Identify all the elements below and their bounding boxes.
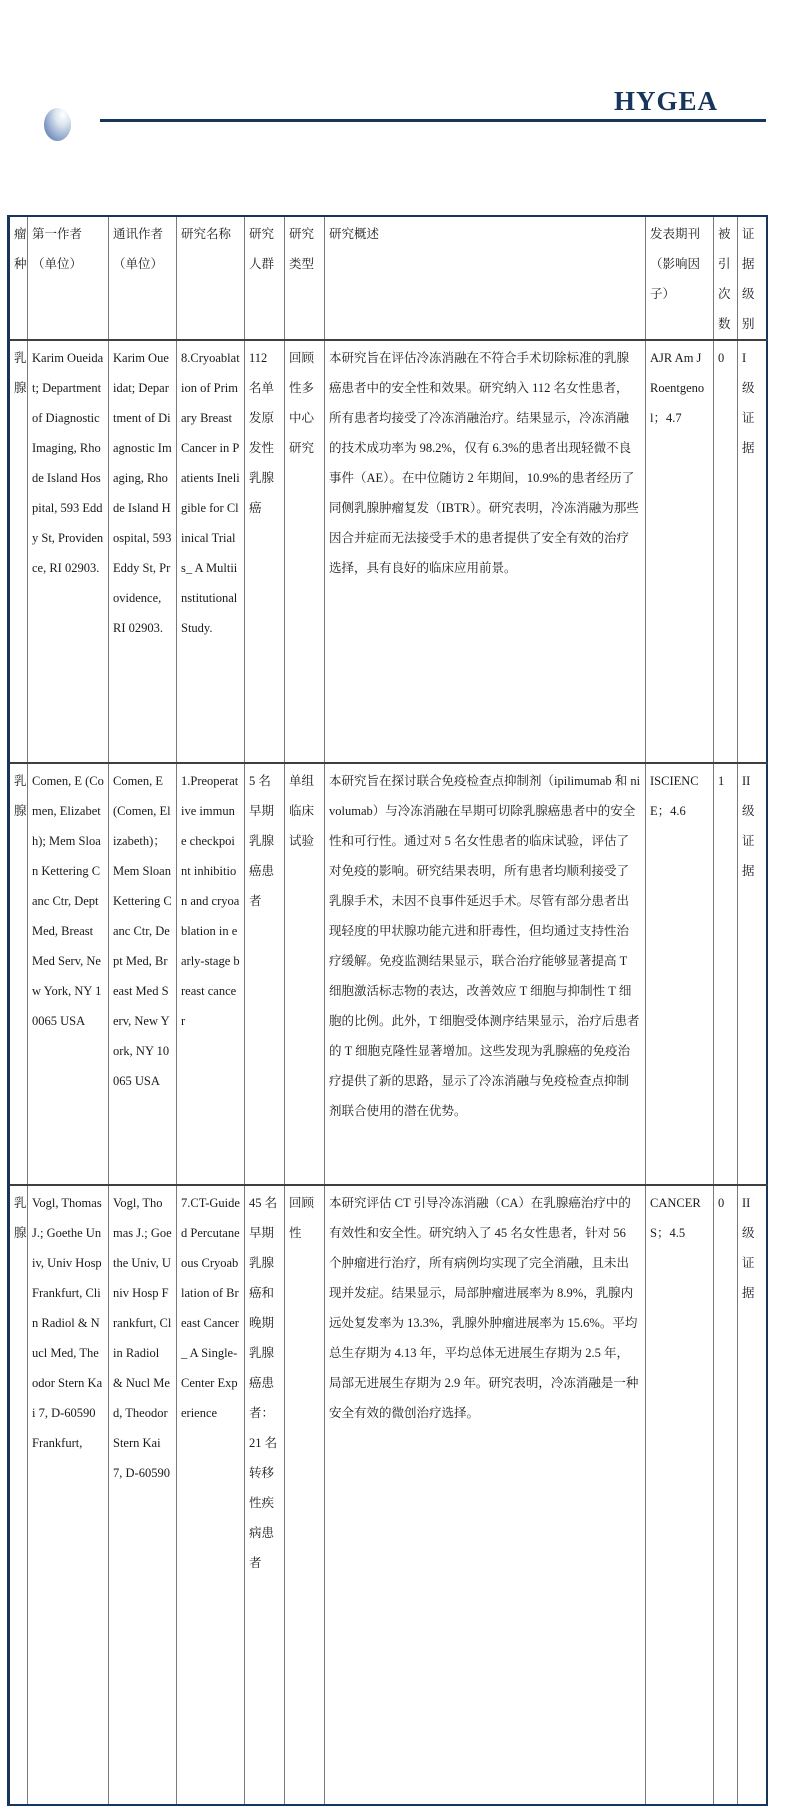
table-header-row — [9, 216, 767, 340]
col-header-citations: 被引次数 — [714, 216, 738, 340]
cell-tumor: 乳腺 — [9, 1185, 28, 1805]
cell-tumor: 乳腺 — [9, 763, 28, 1185]
col-header-journal: 发表期刊（影响因子） — [646, 216, 714, 340]
cell-study-type: 回顾性 — [285, 1185, 325, 1805]
table-row — [9, 340, 767, 763]
cell-first-author: Karim Oueidat; Department of Diagnostic Imaging, Rhode Island Hospital, 593 Eddy St, Providence, RI 02903. — [28, 340, 109, 763]
cell-evidence-level: II 级证据 — [738, 763, 767, 1185]
logo-sphere-icon — [44, 108, 71, 141]
col-header-summary: 研究概述 — [325, 216, 646, 340]
cell-study-type: 单组临床试验 — [285, 763, 325, 1185]
cell-first-author: Vogl, Thomas J.; Goethe Univ, Univ Hosp Frankfurt, Clin Radiol & Nucl Med, Theodor Stern Kai 7, D-60590 Frankfurt, — [28, 1185, 109, 1805]
cell-corresponding-author: Comen, E (Comen, Elizabeth)； Mem Sloan Kettering Canc Ctr, Dept Med, Breast Med Serv, New York, NY 10065 USA — [109, 763, 177, 1185]
cell-journal: CANCERS；4.5 — [646, 1185, 714, 1805]
cell-journal: ISCIENCE；4.6 — [646, 763, 714, 1185]
cell-summary: 本研究评估 CT 引导冷冻消融（CA）在乳腺癌治疗中的有效性和安全性。研究纳入了 45 名女性患者，针对 56 个肿瘤进行治疗，所有病例均实现了完全消融，且未出现并发症。结果显示，局部肿瘤进展率为 8.9%，乳腺内远处复发率为 13.3%，乳腺外肿瘤进展率为 15.6%。平均总生存期为 4.13 年，平均总体无进展生存期为 2.5 年，局部无进展生存期为 2.9 年。研究表明，冷冻消融是一种安全有效的微创治疗选择。 — [325, 1185, 646, 1805]
cell-corresponding-author: Vogl, Thomas J.; Goethe Univ, Univ Hosp Frankfurt, Clin Radiol & Nucl Med, Theodor Stern Kai 7, D-60590 — [109, 1185, 177, 1805]
cell-tumor: 乳腺 — [9, 340, 28, 763]
cell-citations: 0 — [714, 1185, 738, 1805]
cell-citations: 1 — [714, 763, 738, 1185]
cell-evidence-level: I 级证据 — [738, 340, 767, 763]
table-row — [9, 763, 767, 1185]
studies-table — [7, 215, 768, 1806]
cell-journal: AJR Am J Roentgenol；4.7 — [646, 340, 714, 763]
cell-summary: 本研究旨在探讨联合免疫检查点抑制剂（ipilimumab 和 nivolumab）与冷冻消融在早期可切除乳腺癌患者中的安全性和可行性。通过对 5 名女性患者的临床试验，评估了对免疫的影响。研究结果表明，所有患者均顺利接受了乳腺手术，未因不良事件延迟手术。尽管有部分患者出现轻度的甲状腺功能亢进和肝毒性，但均通过支持性治疗缓解。免疫监测结果显示，联合治疗能够显著提高 T 细胞激活标志物的表达，改善效应 T 细胞与抑制性 T 细胞的比例。此外，T 细胞受体测序结果显示，治疗后患者的 T 细胞克隆性显著增加。这些发现为乳腺癌的免疫治疗提供了新的思路，显示了冷冻消融与免疫检查点抑制剂联合使用的潜在优势。 — [325, 763, 646, 1185]
cell-citations: 0 — [714, 340, 738, 763]
col-header-first-author: 第一作者（单位） — [28, 216, 109, 340]
cell-corresponding-author: Karim Oueidat; Department of Diagnostic Imaging, Rhode Island Hospital, 593 Eddy St, Providence, RI 02903. — [109, 340, 177, 763]
cell-study-title: 1.Preoperative immune checkpoint inhibition and cryoablation in early-stage breast cancer — [177, 763, 245, 1185]
col-header-population: 研究人群 — [245, 216, 285, 340]
cell-study-type: 回顾性多中心研究 — [285, 340, 325, 763]
header-rule — [100, 119, 766, 122]
col-header-tumor: 瘤种 — [9, 216, 28, 340]
col-header-study-title: 研究名称 — [177, 216, 245, 340]
table-row — [9, 1185, 767, 1805]
col-header-evidence-level: 证据级别 — [738, 216, 767, 340]
cell-population: 112 名单发原发性乳腺癌 — [245, 340, 285, 763]
cell-study-title: 8.Cryoablation of Primary Breast Cancer in Patients Ineligible for Clinical Trials_ A Multiinstitutional Study. — [177, 340, 245, 763]
cell-study-title: 7.CT-Guided Percutaneous Cryoablation of Breast Cancer_ A Single-Center Experience — [177, 1185, 245, 1805]
cell-summary: 本研究旨在评估冷冻消融在不符合手术切除标准的乳腺癌患者中的安全性和效果。研究纳入 112 名女性患者，所有患者均接受了冷冻消融治疗。结果显示，冷冻消融的技术成功率为 98.2%，仅有 6.3%的患者出现轻微不良事件（AE）。在中位随访 2 年期间，10.9%的患者经历了同侧乳腺肿瘤复发（IBTR）。研究表明，冷冻消融为那些因合并症而无法接受手术的患者提供了安全有效的治疗选择，具有良好的临床应用前景。 — [325, 340, 646, 763]
col-header-study-type: 研究类型 — [285, 216, 325, 340]
col-header-corresponding-author: 通讯作者（单位） — [109, 216, 177, 340]
cell-population: 5 名早期乳腺癌患者 — [245, 763, 285, 1185]
brand-title: HYGEA — [613, 86, 718, 116]
cell-first-author: Comen, E (Comen, Elizabeth); Mem Sloan Kettering Canc Ctr, Dept Med, Breast Med Serv, New York, NY 10065 USA — [28, 763, 109, 1185]
cell-population: 45 名早期乳腺癌和晚期乳腺癌患者：21 名转移性疾病患者 — [245, 1185, 285, 1805]
cell-evidence-level: II 级证据 — [738, 1185, 767, 1805]
